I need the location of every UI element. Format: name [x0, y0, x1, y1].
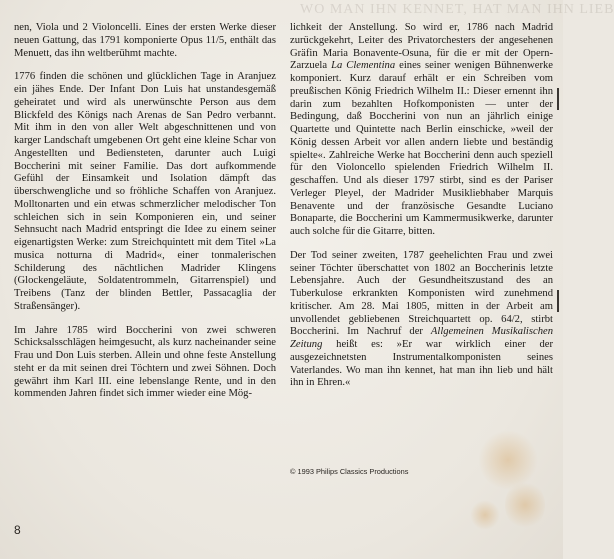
- left-paragraph-3: Im Jahre 1785 wird Boccherini von zwei schweren Schicksalsschlägen heimgesucht, als kurz nacheinander seine Frau und Don Luis sterben. Allein und ohne feste Anstellung steht er da mit seinen drei Töchtern und zwei Söhnen. Doch gewährt ihm Karl III. eine lebenslange Rente, und in den kommenden Jahren findet sich immer wieder eine Mög-: [14, 324, 276, 400]
- edge-mark: [557, 290, 559, 312]
- right-p2-text-a: Der Tod seiner zweiten, 1787 geehelichten Frau und zwei seiner Töchter überschattet von 1802 an Boccherinis letzte Lebensjahre. Auch der Gesundheitszustand des an Tuberkulose erkrankten Komponisten wird zunehmend kritischer. Am 28. Mai 1805, mitten in der Arbeit am unvollendet gebliebenen Streichquartett op. 64/2, stirbt Boccherini. Im Nachruf der: [290, 249, 553, 338]
- right-p1-text-a: lichkeit der Anstellung. So wird er, 1786 nach Madrid zurückgekehrt, Leiter des Privatorchesters der angesehenen Gräfin Maria Bonavente-Osuna, für die er mit der Opern-Zarzuela: [290, 22, 553, 72]
- page-number: 8: [14, 523, 21, 537]
- newspaper-title: Allgemeinen Musikalischen Zeitung: [290, 326, 553, 350]
- left-paragraph-2: 1776 finden die schönen und glücklichen Tage in Aranjuez ein jähes Ende. Der Infant Don Luis hat unstandesgemäß geheiratet und wird als unerwünschte Person aus dem Blickfeld des Königs nach Arenas de San Pedro verbannt. Mit ihm in den von aller Welt abgeschnittenen und von karger Landschaft umgebenen Ort geht eine kleine Schar von Angestellten und Bediensteten, darunter auch Luigi Boccherini mit seiner Familie. Das dort aufkommende Gefühl der Einsamkeit und Isolation dämpft das überschwengliche und so fröhliche Schaffen von Aranjuez. Molltonarten und ein etwas schmerzlicher melodischer Ton schleichen sich in sein Komponieren ein, und seiner Sehnsucht nach Madrid entspringt die Idee zu einem seiner eigenartigsten Werke: zum Streichquintett mit dem Titel »La musica notturna di Madrid«, einer tonmalerischen Schilderung des nächtlichen Madrider Klingens (Glockengeläute, Soldatentrommeln, Gitarrenspiel) und Treibens (Tanz der blinden Bettler, Passacaglia der Straßensänger).: [14, 71, 276, 312]
- copyright-notice: © 1993 Philips Classics Productions: [290, 467, 409, 476]
- right-paragraph-1: [290, 22, 553, 239]
- paper-stain: [470, 500, 500, 530]
- paper-stain: [505, 480, 545, 530]
- edge-mark: [557, 88, 559, 110]
- right-column: [290, 22, 553, 401]
- opera-title: La Clementina: [331, 60, 396, 72]
- right-p1-text-b: eines seiner wenigen Bühnenwerke komponiert. Kurz darauf erhält er ein Schreiben vom preußischen König Friedrich Wilhelm II.: Dieser ernennt ihn darin zum bezahlten Hofkomponisten — unter der Bedingung, daß Boccherini von nun an jährlich einige Quartette und Quintette nach Berlin einschicke, »weil der König dessen Arbeit vor allen andern liebte und beständig spielte«. Zahlreiche Werke hat Boccherini denn auch speziell für den Violoncello spielenden Friedrich Wilhelm II. geschaffen. Und als dieser 1797 stirbt, sind es der Pariser Verleger Pleyel, der Madrider Musikliebhaber Marquis Benavente und der französische Gesandte Luciano Bonaparte, die Boccherini um Kammermusikwerke, darunter auch solche für die Gitarre, bitten.: [290, 60, 553, 237]
- show-through-text: WO MAN IHN KENNET, HAT MAN IHN LIEB: [300, 2, 614, 17]
- right-p2-text-b: heißt es: »Er war wirklich einer der ausgezeichnetsten Instrumentalkomponisten seines Vaterlandes. Wo man ihn kennet, hat man ihn lieb und hält ihn in Ehren.«: [290, 339, 553, 389]
- right-paragraph-2: [290, 250, 553, 390]
- left-column: [14, 22, 276, 412]
- left-paragraph-1: nen, Viola und 2 Violoncelli. Eines der ersten Werke dieser neuen Gattung, das 1791 komponierte Opus 11/5, enthält das Menuett, das ihn weltberühmt machte.: [14, 22, 276, 59]
